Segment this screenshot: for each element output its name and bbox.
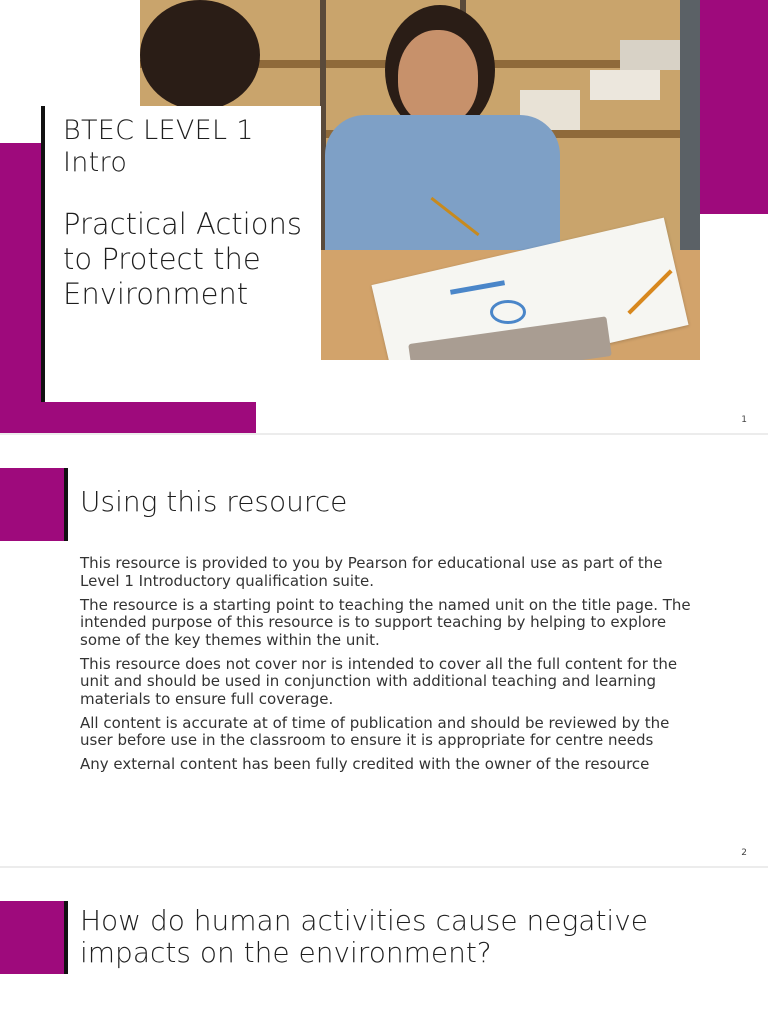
heading-accent-bar [64, 901, 68, 974]
slide-heading: Using this resource [80, 485, 348, 518]
title-slide [0, 0, 768, 433]
qualification-subtitle: Intro [63, 147, 128, 178]
paragraph: The resource is a starting point to teaching the named unit on the title page. The intended purpose of this resource is to support teaching by helping to explore some of the key themes within the unit. [80, 595, 691, 649]
accent-block-bottom [0, 402, 256, 433]
accent-block-left [0, 143, 45, 433]
qualification-level: BTEC LEVEL 1 [63, 115, 254, 146]
accent-block [0, 901, 64, 974]
paragraph: This resource does not cover nor is intended to cover all the full content for the unit and should be used in conjunction with additional teaching and learning materials to ensure full coverage. [80, 654, 678, 708]
page-number: 2 [741, 848, 747, 858]
info-slide [0, 435, 768, 866]
slide-title: Practical Actions to Protect the Environment [63, 207, 302, 311]
accent-block [0, 468, 64, 541]
page-number: 1 [741, 415, 747, 425]
paragraph: Any external content has been fully credited with the owner of the resource [80, 755, 650, 773]
slide-heading: How do human activities cause negative impacts on the environment? [80, 904, 648, 969]
title-block [63, 115, 313, 312]
paragraph: This resource is provided to you by Pearson for educational use as part of the Level 1 Introductory qualification suite. [80, 554, 663, 590]
question-slide [0, 868, 768, 1024]
paragraph: All content is accurate at of time of publication and should be reviewed by the user before use in the classroom to ensure it is appropriate for centre needs [80, 713, 670, 749]
title-accent-bar [41, 106, 45, 402]
accent-block-right [700, 0, 768, 214]
resource-text [80, 555, 692, 780]
heading-accent-bar [64, 468, 68, 541]
